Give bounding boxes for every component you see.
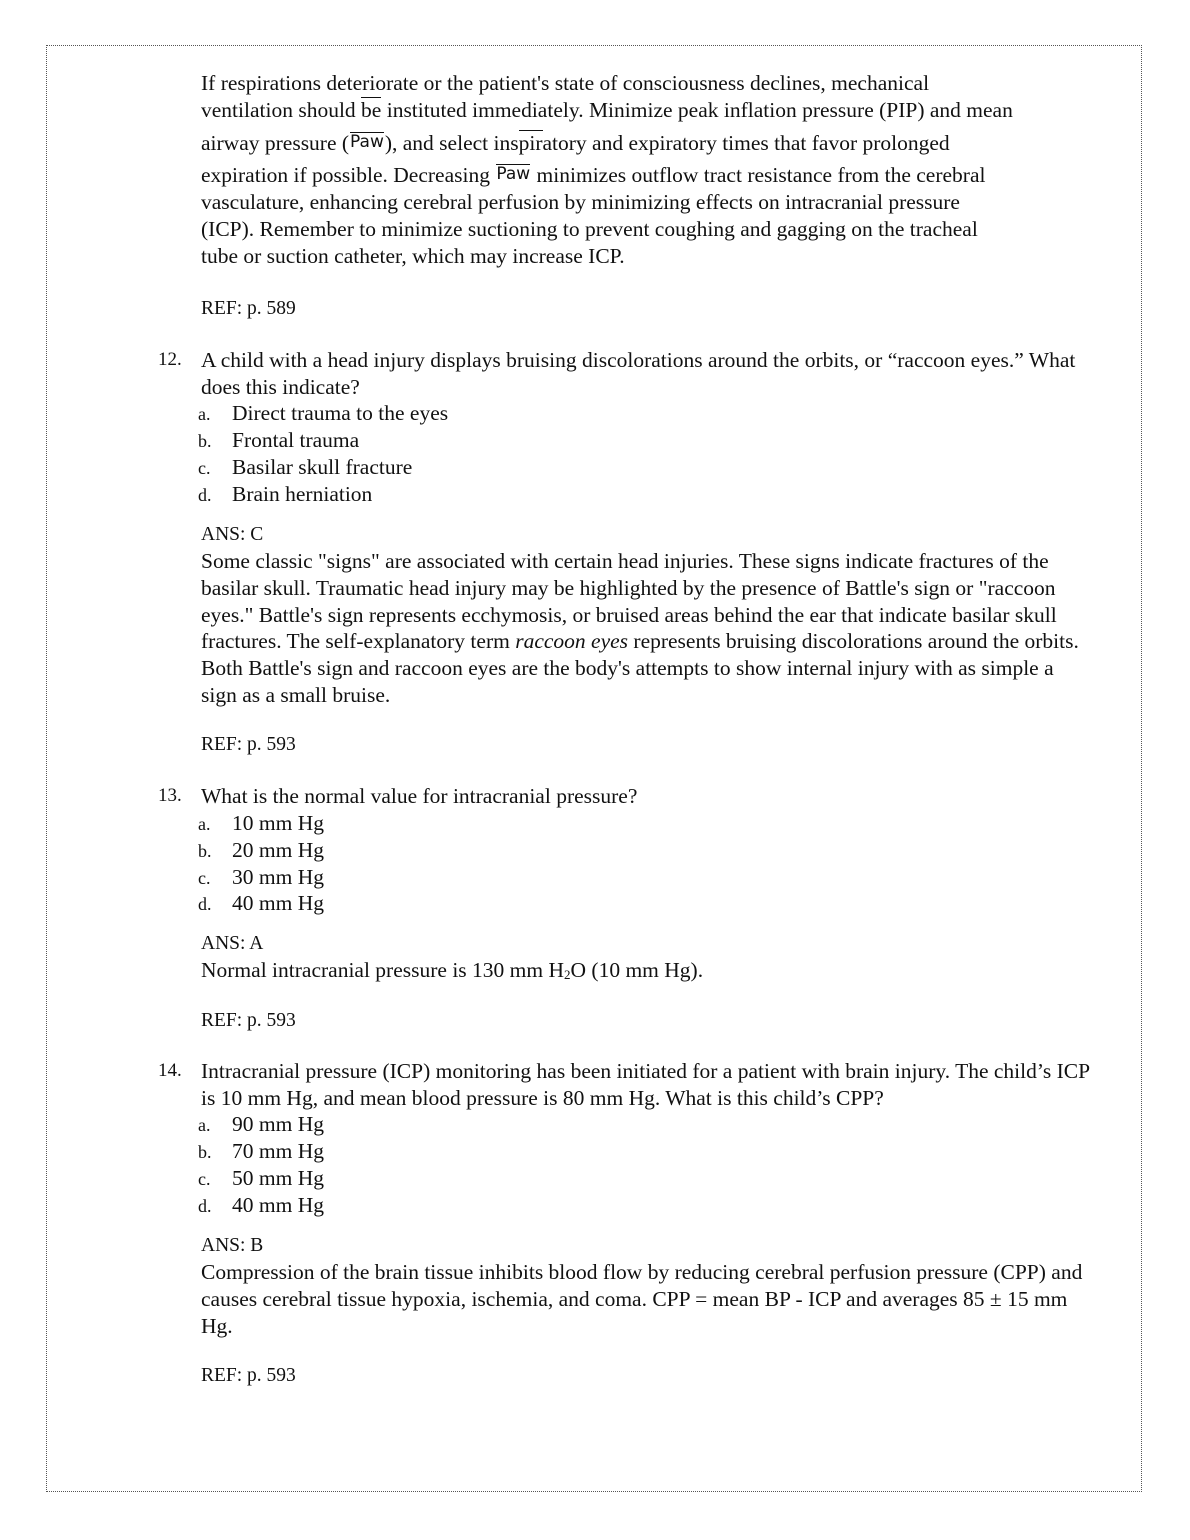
answer-choice: a. 90 mm Hg	[198, 1112, 324, 1136]
question-number: 12.	[158, 349, 182, 370]
answer-key: ANS: A	[201, 933, 264, 954]
question-text: What is the normal value for intracranial pressure?	[201, 784, 638, 808]
paw-symbol: Paw	[350, 131, 384, 152]
reference: REF: p. 589	[201, 298, 296, 319]
answer-choice: b. 70 mm Hg	[198, 1139, 324, 1163]
answer-choice: c. 50 mm Hg	[198, 1166, 324, 1190]
answer-choice: a. Direct trauma to the eyes	[198, 401, 449, 425]
answer-key: ANS: B	[201, 1235, 264, 1256]
answer-choice: c. 30 mm Hg	[198, 865, 324, 889]
reference: REF: p. 593	[201, 1010, 296, 1031]
answer-choice: d. 40 mm Hg	[198, 1193, 324, 1217]
intro-line: If respirations deteriorate or the patient's state of consciousness declines, mechanical	[201, 71, 930, 95]
intro-explanation: If respirations deteriorate or the patient's state of consciousness declines, mechanical ventilation should be instituted immediately. Minimize peak inflation pressure (PIP) and mean airway pressure (Paw), and select inspiratory and expiratory times that favor prolonged expiration if possible. Decreasing Paw minimizes outflow tract resistance from the cerebral vasculature, enhancing cerebral perfusion by minimizing effects on intracranial pressure (ICP). Remember to minimize suctioning to prevent coughing and gagging on the tracheal tube or suction catheter, which may increase ICP.	[201, 71, 1013, 268]
answer-explanation: Compression of the brain tissue inhibits blood flow by reducing cerebral perfusion pressure (CPP) and causes cerebral tissue hypoxia, ischemia, and coma. CPP = mean BP - ICP and averages 85 ± 15 mm Hg.	[201, 1260, 1083, 1338]
answer-explanation: Normal intracranial pressure is 130 mm $H_2O$ (10 mm Hg).	[201, 958, 704, 982]
paw-symbol: Paw	[496, 164, 531, 185]
answer-choice: a. 10 mm Hg	[198, 811, 324, 835]
answer-choice: c. Basilar skull fracture	[198, 455, 413, 479]
answer-explanation: Some classic "signs" are associated with certain head injuries. These signs indicate fractures of the basilar skull. Traumatic head injury may be highlighted by the presence of Battle's sign or "raccoon eyes." Battle's sign represents ecchymosis, or bruised areas behind the ear that indicate basilar skull fractures. The self-explanatory term raccoon eyes represents bruising discolorations around the orbits. Both Battle's sign and raccoon eyes are the body's attempts to show internal injury with as simple a sign as a small bruise.	[201, 549, 1079, 707]
question-number: 13.	[158, 785, 182, 806]
answer-choice: d. 40 mm Hg	[198, 891, 324, 915]
reference: REF: p. 593	[201, 1365, 296, 1386]
question-text: Intracranial pressure (ICP) monitoring has been initiated for a patient with brain injury. The child’s ICP is 10 mm Hg, and mean blood pressure is 80 mm Hg. What is this child’s CPP?	[201, 1059, 1090, 1110]
answer-choice: b. Frontal trauma	[198, 428, 360, 452]
question-number: 14.	[158, 1060, 182, 1081]
answer-choice: d. Brain herniation	[198, 482, 373, 506]
answer-key: ANS: C	[201, 524, 264, 545]
reference: REF: p. 593	[201, 734, 296, 755]
answer-choice: b. 20 mm Hg	[198, 838, 324, 862]
question-text: A child with a head injury displays bruising discolorations around the orbits, or “raccoon eyes.” What does this indicate?	[201, 348, 1076, 399]
